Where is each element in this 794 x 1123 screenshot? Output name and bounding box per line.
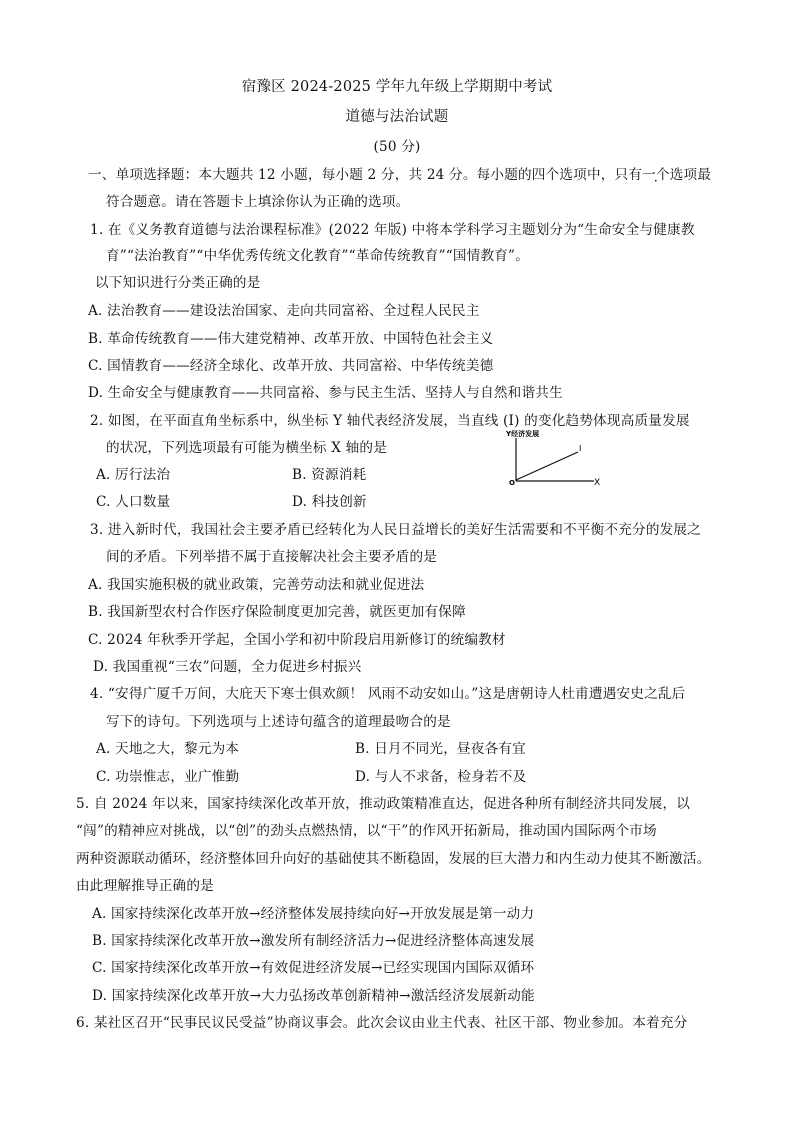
q4-stem-line1: 4. “安得广厦千万间，大庇天下寒士俱欢颜！ 风雨不动安如山。”这是唐朝诗人杜甫遭遇安史之乱后 xyxy=(90,686,686,702)
section-intro-text-a: 一、单项选择题：本大题共 12 小题，每小题 2 分，共 24 分。每小题的四个选项中，只有 xyxy=(88,167,643,183)
q4-option-b: B. 日月不同光，昼夜各有宜 xyxy=(355,741,526,757)
section-intro-emphasis: 一个 xyxy=(642,167,670,183)
q5-stem-line4: 由此理解推导正确的是 xyxy=(76,878,214,894)
q3-option-a: A. 我国实施积极的就业政策，完善劳动法和就业促进法 xyxy=(88,577,425,593)
q5-stem-line3: 两种资源联动循环，经济整体回升向好的基础使其不断稳固，发展的巨大潜力和内生动力使其不断激活。 xyxy=(76,851,711,867)
q2-option-a: A. 厉行法治 xyxy=(96,467,171,483)
q5-option-d: D. 国家持续深化改革开放→大力弘扬改革创新精神→激活经济发展新动能 xyxy=(92,988,535,1004)
q2-stem-line2: 的状况，下列选项最有可能为横坐标 X 轴的是 xyxy=(106,440,387,456)
q1-stem-line3: 以下知识进行分类正确的是 xyxy=(95,275,261,291)
q3-option-d: D. 我国重视“三农”问题，全力促进乡村振兴 xyxy=(93,659,362,675)
q3-stem-line1: 3. 进入新时代，我国社会主要矛盾已经转化为人民日益增长的美好生活需要和不平衡不充分的发展之 xyxy=(90,522,702,538)
q2-stem-line1: 2. 如图，在平面直角坐标系中，纵坐标 Y 轴代表经济发展，当直线 (I) 的变化趋势体现高质量发展 xyxy=(90,413,690,429)
q4-option-d: D. 与人不求备，检身若不及 xyxy=(355,769,527,785)
q1-option-a: A. 法治教育——建设法治国家、走向共同富裕、全过程人民民主 xyxy=(88,303,480,319)
q1-stem-line1: 1. 在《义务教育道德与法治课程标准》(2022 年版) 中将本学科学习主题划分为“生命安全与健康教 xyxy=(90,222,695,238)
q5-stem-line1: 5. 自 2024 年以来，国家持续深化改革开放，推动政策精准直达，促进各种所有制经济共同发展，以 xyxy=(76,796,691,812)
q4-option-a: A. 天地之大，黎元为本 xyxy=(96,741,240,757)
q1-option-b: B. 革命传统教育——伟大建党精神、改革开放、中国特色社会主义 xyxy=(88,331,494,347)
q5-stem-line2: “闯”的精神应对挑战，以“创”的劲头点燃热情，以“干”的作风开拓新局，推动国内国际两个市场 xyxy=(76,823,657,839)
q2-option-c: C. 人口数量 xyxy=(96,494,171,510)
q3-stem-line2: 间的矛盾。下列举措不属于直接解决社会主要矛盾的是 xyxy=(106,549,438,565)
q6-stem-line1: 6. 某社区召开“民事民议民受益”协商议事会。此次会议由业主代表、社区干部、物业参加。本着充分 xyxy=(76,1015,688,1031)
section-intro-text-b: 选项最 xyxy=(669,167,712,183)
exam-title: 宿豫区 2024-2025 学年九年级上学期期中考试 xyxy=(241,79,553,95)
q2-option-d: D. 科技创新 xyxy=(292,494,367,510)
exam-subject: 道德与法治试题 xyxy=(345,109,449,125)
x-axis-label: X xyxy=(594,478,601,488)
q1-option-c: C. 国情教育——经济全球化、改革开放、共同富裕、中华传统美德 xyxy=(88,358,494,374)
exam-total-score: (50 分) xyxy=(373,139,421,155)
q2-option-b: B. 资源消耗 xyxy=(292,467,367,483)
trend-line-label: I xyxy=(579,444,582,453)
origin-label: O xyxy=(509,479,515,487)
q3-option-b: B. 我国新型农村合作医疗保险制度更加完善，就医更加有保障 xyxy=(88,604,466,620)
q4-option-c: C. 功崇惟志，业广惟勤 xyxy=(96,769,240,785)
q4-stem-line2: 写下的诗句。下列选项与上述诗句蕴含的道理最吻合的是 xyxy=(106,714,451,730)
q5-option-c: C. 国家持续深化改革开放→有效促进经济发展→已经实现国内国际双循环 xyxy=(92,960,535,976)
q1-stem-line2: 育”“法治教育”“中华优秀传统文化教育”“革命传统教育”“国情教育”。 xyxy=(106,248,529,264)
y-axis-label: Y经济发展 xyxy=(506,430,540,438)
q5-option-a: A. 国家持续深化改革开放→经济整体发展持续向好→开放发展是第一动力 xyxy=(92,906,535,922)
q2-coordinate-figure xyxy=(502,427,612,489)
trend-line-i xyxy=(516,452,578,480)
q2-coordinate-svg xyxy=(502,427,612,489)
q1-option-d: D. 生命安全与健康教育——共同富裕、参与民主生活、坚持人与自然和谐共生 xyxy=(88,385,563,401)
q3-option-c: C. 2024 年秋季开学起，全国小学和初中阶段启用新修订的统编教材 xyxy=(88,632,506,648)
q5-option-b: B. 国家持续深化改革开放→激发所有制经济活力→促进经济整体高速发展 xyxy=(92,933,535,949)
section-intro-line2: 符合题意。请在答题卡上填涂你认为正确的选项。 xyxy=(106,194,410,210)
section-intro-line1 xyxy=(88,165,711,185)
